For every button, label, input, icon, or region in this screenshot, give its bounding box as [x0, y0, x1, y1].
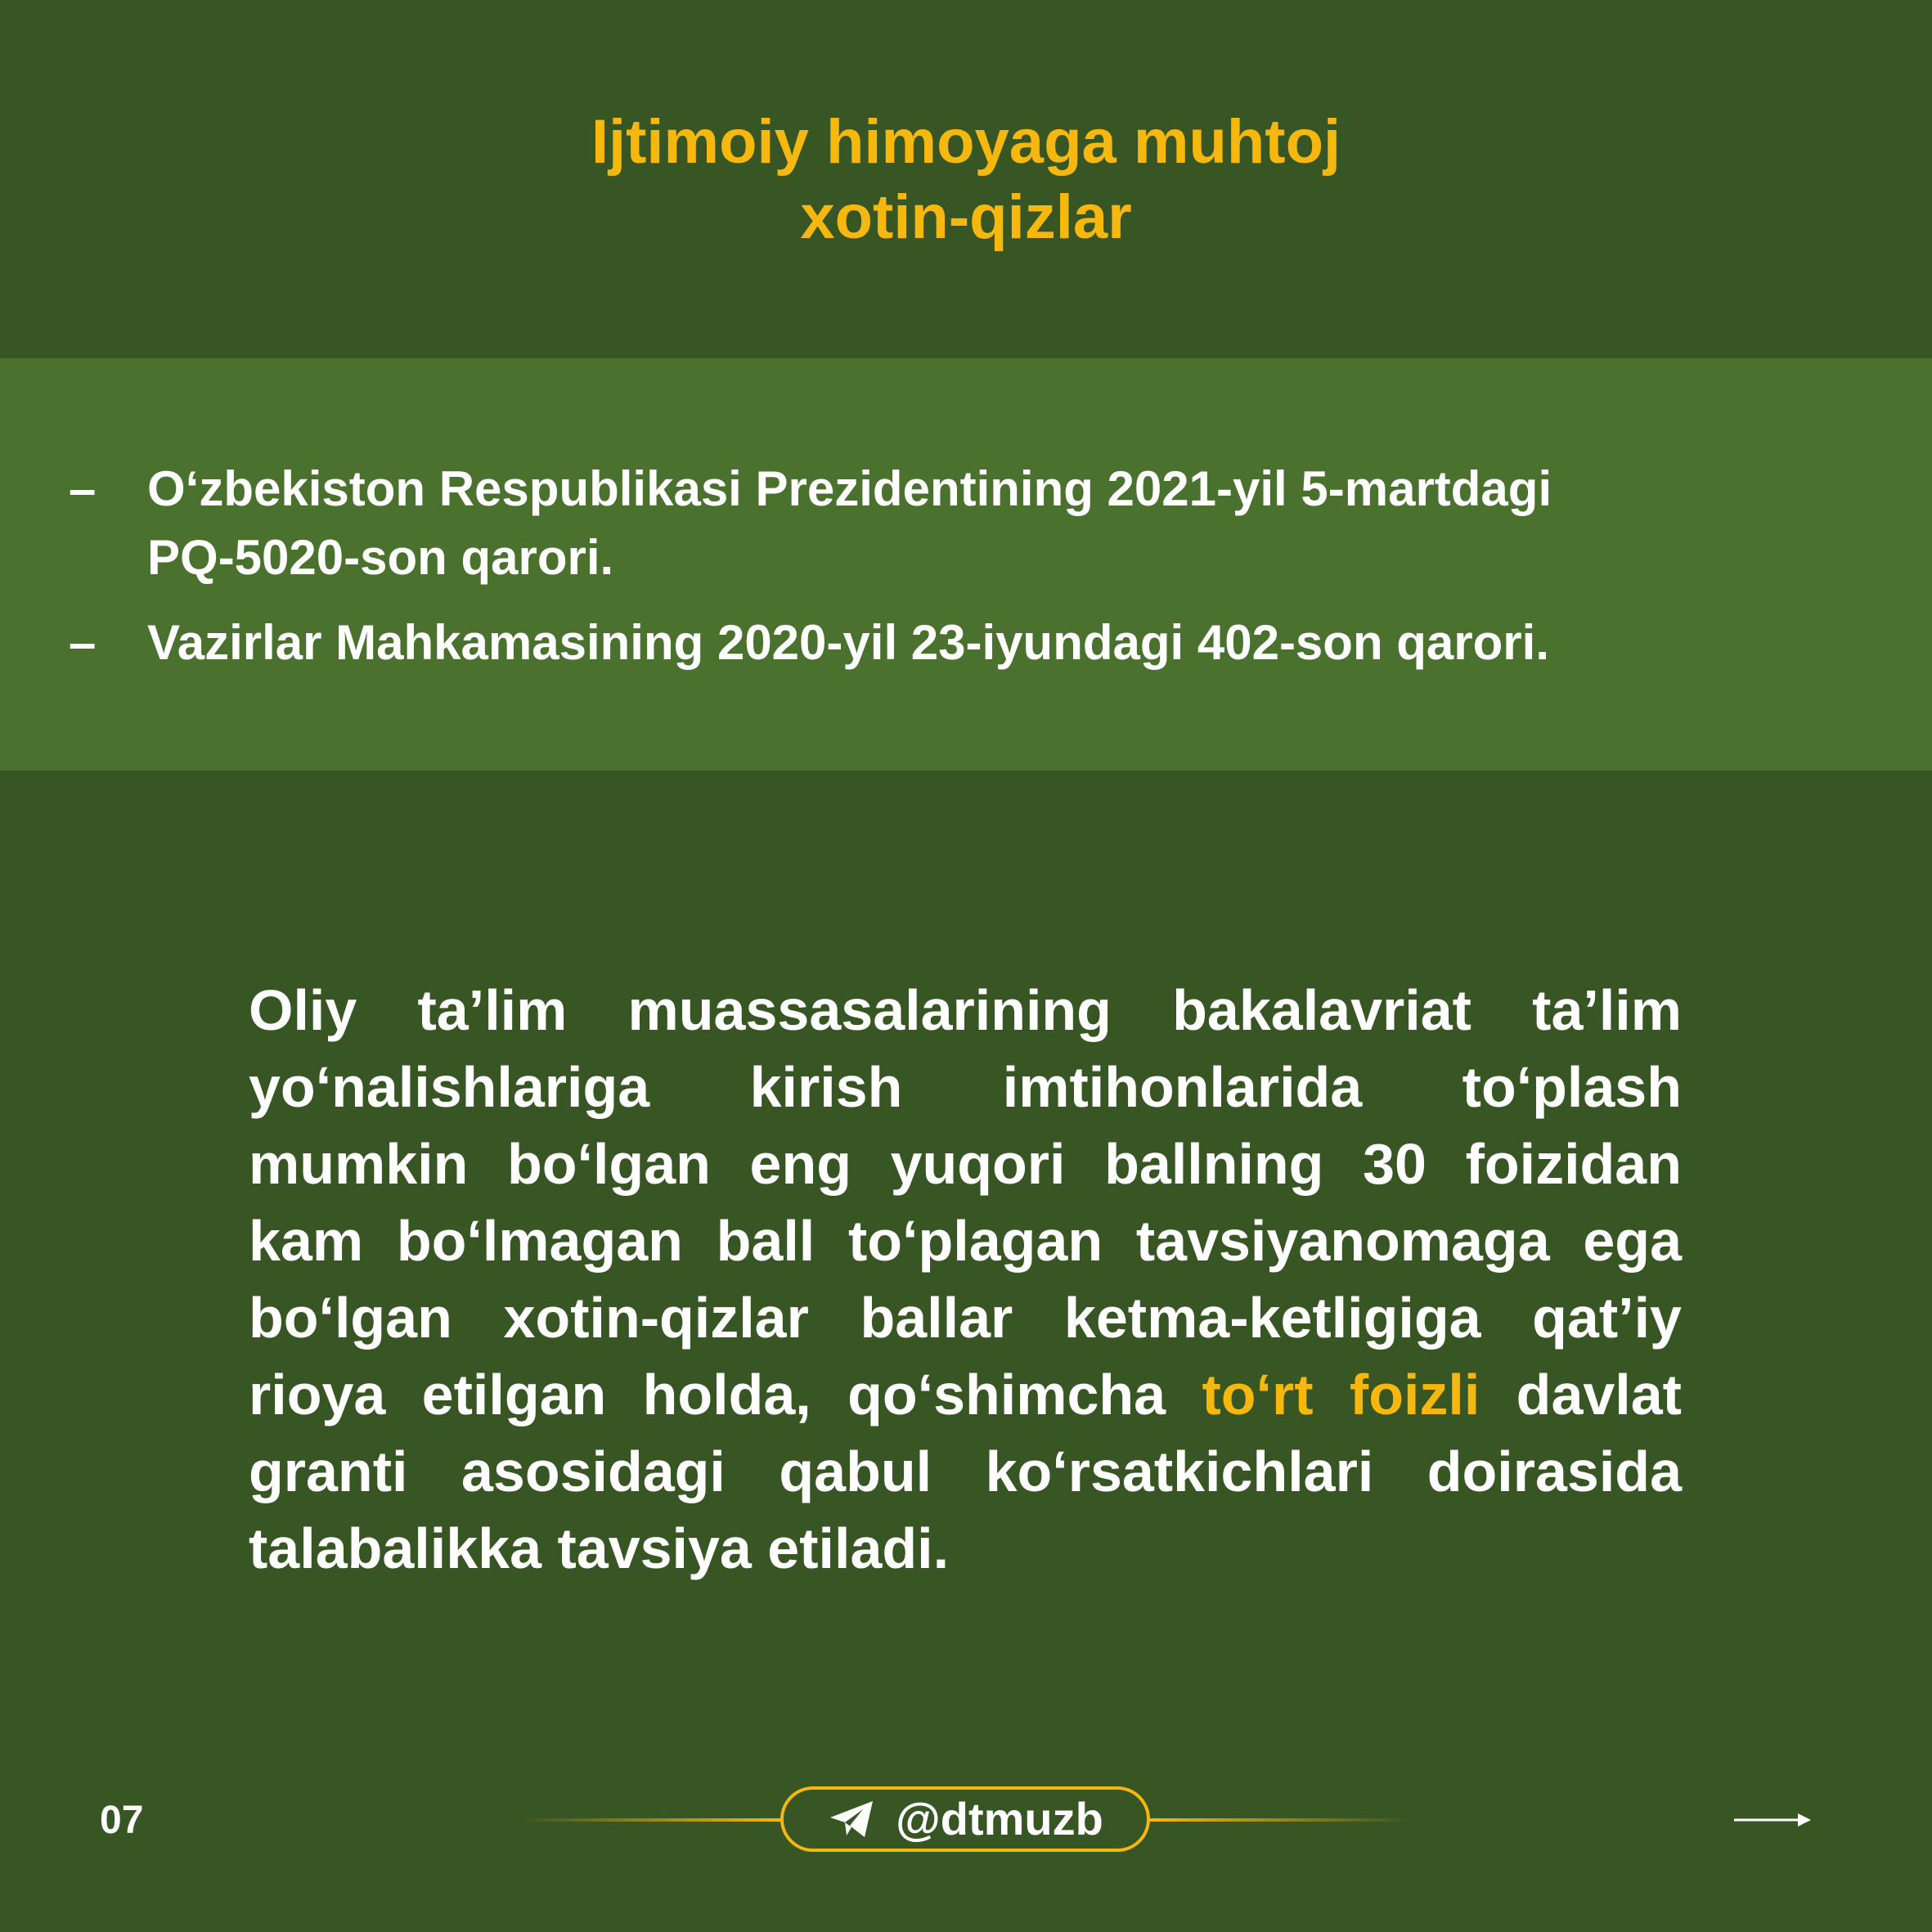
paragraph-line: talabalikka tavsiya etiladi. — [249, 1516, 950, 1580]
paragraph-fragment: davlat — [1480, 1363, 1682, 1427]
main-paragraph — [249, 972, 1682, 1587]
arrow-right-icon[interactable] — [1734, 1811, 1813, 1829]
telegram-handle-link[interactable] — [780, 1786, 1150, 1852]
paragraph-line: mumkin bo‘lgan eng yuqori ballning 30 foizidan — [249, 1132, 1682, 1196]
telegram-icon — [827, 1798, 876, 1840]
page-number: 07 — [100, 1799, 144, 1842]
highlight-text: to‘rt foizli — [1202, 1363, 1480, 1427]
paragraph-line: Oliy ta’lim muassasalarining bakalavriat ta’lim — [249, 978, 1682, 1042]
reference-dash: – — [69, 461, 97, 516]
handle-text: @dtmuzb — [896, 1793, 1103, 1844]
paragraph-line: yo‘nalishlariga kirish imtihonlarida to‘plash — [249, 1055, 1682, 1119]
page-title — [0, 105, 1932, 255]
paragraph-line: kam bo‘lmagan ball to‘plagan tavsiyanomaga ega — [249, 1209, 1682, 1273]
footer-line-left — [520, 1818, 782, 1822]
paragraph-line: granti asosidagi qabul ko‘rsatkichlari doirasida — [249, 1440, 1682, 1503]
reference-text — [147, 455, 1552, 592]
title-line-1: Ijtimoiy himoyaga muhtoj — [591, 107, 1341, 177]
reference-text: Vazirlar Mahkamasining 2020-yil 23-iyundagi 402-son qarori. — [147, 615, 1549, 670]
paragraph-fragment: rioya etilgan holda, qo‘shimcha — [249, 1363, 1202, 1427]
reference-line: PQ-5020-son qarori. — [147, 530, 614, 585]
paragraph-line — [249, 1356, 1682, 1433]
paragraph-line: bo‘lgan xotin-qizlar ballar ketma-ketligiga qat’iy — [249, 1286, 1682, 1350]
footer-line-right — [1150, 1818, 1412, 1822]
reference-dash: – — [69, 615, 97, 670]
title-line-2: xotin-qizlar — [800, 182, 1132, 252]
reference-line: O‘zbekiston Respublikasi Prezidentining 2021-yil 5-martdagi — [147, 461, 1552, 516]
